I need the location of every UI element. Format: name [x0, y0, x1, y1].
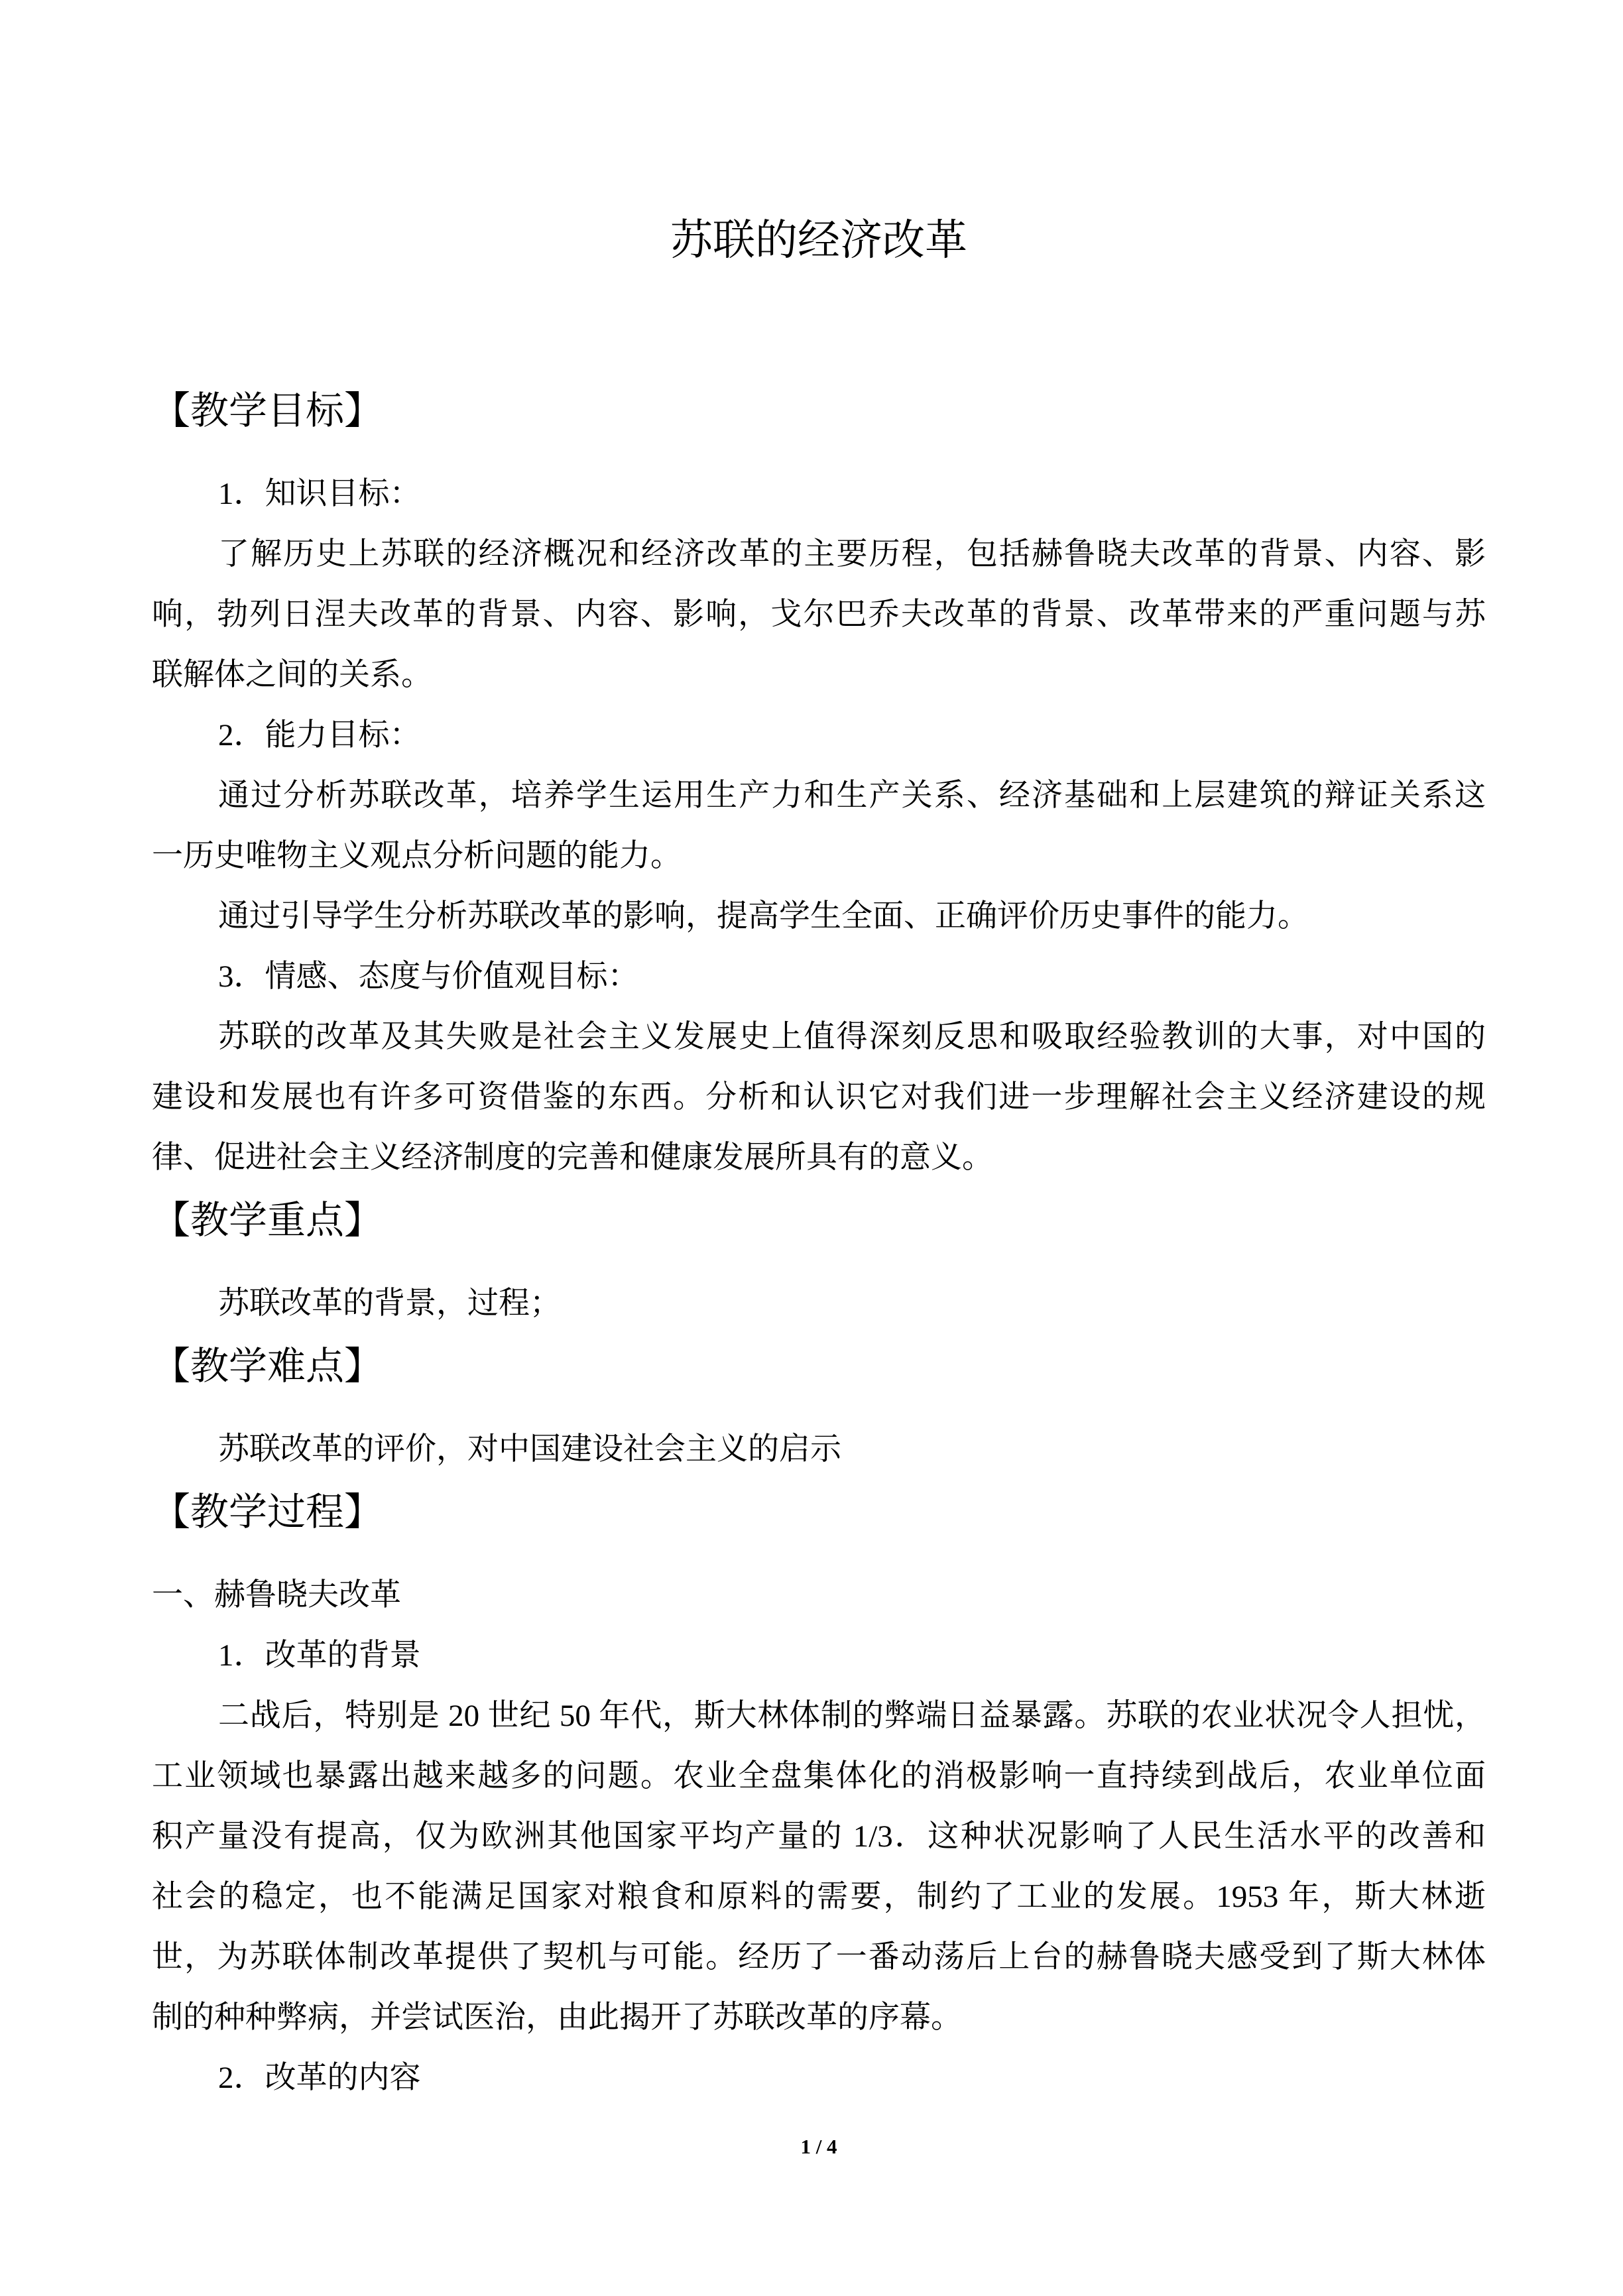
- document-title: 苏联的经济改革: [670, 216, 967, 265]
- paragraph-line: 通过引导学生分析苏联改革的影响，提高学生全面、正确评价历史事件的能力。: [218, 899, 1309, 934]
- paragraph-line: 了解历史上苏联的经济概况和经济改革的主要历程，包括赫鲁晓夫改革的背景、内容、影: [218, 537, 1486, 572]
- process-part-1-heading: 一、赫鲁晓夫改革: [152, 1578, 401, 1612]
- paragraph-line: 联解体之间的关系。: [152, 658, 432, 692]
- paragraph-line: 通过分析苏联改革，培养学生运用生产力和生产关系、经济基础和上层建筑的辩证关系这: [218, 778, 1486, 813]
- heading-difficulties: 【教学难点】: [152, 1345, 383, 1388]
- objective-ability-label: 2．能力目标：: [218, 718, 421, 753]
- difficulties-text: 苏联改革的评价，对中国建设社会主义的启示: [218, 1432, 841, 1467]
- paragraph-line: 苏联的改革及其失败是社会主义发展史上值得深刻反思和吸取经验教训的大事，对中国的: [218, 1020, 1486, 1054]
- paragraph-line: 工业领域也暴露出越来越多的问题。农业全盘集体化的消极影响一直持续到战后，农业单位面: [152, 1759, 1486, 1793]
- paragraph-line: 律、促进社会主义经济制度的完善和健康发展所具有的意义。: [152, 1140, 993, 1175]
- objective-ability-paragraph-2: [152, 886, 1486, 947]
- heading-key-points: 【教学重点】: [152, 1199, 383, 1242]
- objective-values-label: 3．情感、态度与价值观目标：: [218, 959, 639, 994]
- page-number: 1 / 4: [800, 2135, 837, 2158]
- objective-ability-paragraph-1: [152, 766, 1486, 886]
- key-points-text: 苏联改革的背景，过程；: [218, 1286, 561, 1321]
- objective-knowledge-label: 1．知识目标：: [218, 477, 421, 511]
- paragraph-line: 积产量没有提高，仅为欧洲其他国家平均产量的 1/3．这种状况影响了人民生活水平的改善和: [152, 1819, 1486, 1854]
- heading-teaching-process: 【教学过程】: [152, 1490, 383, 1534]
- paragraph-line: 二战后，特别是 20 世纪 50 年代，斯大林体制的弊端日益暴露。苏联的农业状况令人担忧，: [218, 1699, 1486, 1733]
- paragraph-line: 一历史唯物主义观点分析问题的能力。: [152, 839, 682, 873]
- reform-content-label: 2．改革的内容: [218, 2061, 421, 2095]
- objective-values-paragraph: [152, 1007, 1486, 1188]
- heading-teaching-objectives: 【教学目标】: [152, 389, 383, 432]
- paragraph-line: 制的种种弊病，并尝试医治，由此揭开了苏联改革的序幕。: [152, 2000, 962, 2035]
- reform-background-label: 1．改革的背景: [218, 1638, 421, 1673]
- reform-background-paragraph: [152, 1686, 1486, 2048]
- objective-knowledge-paragraph: [152, 524, 1486, 705]
- document-body: [152, 0, 1486, 2108]
- paragraph-line: 响，勃列日涅夫改革的背景、内容、影响，戈尔巴乔夫改革的背景、改革带来的严重问题与苏: [152, 597, 1486, 632]
- paragraph-line: 社会的稳定，也不能满足国家对粮食和原料的需要，制约了工业的发展。1953 年，斯大林逝: [152, 1880, 1486, 1914]
- paragraph-line: 世，为苏联体制改革提供了契机与可能。经历了一番动荡后上台的赫鲁晓夫感受到了斯大林体: [152, 1940, 1486, 1974]
- paragraph-line: 建设和发展也有许多可资借鉴的东西。分析和认识它对我们进一步理解社会主义经济建设的规: [152, 1080, 1486, 1115]
